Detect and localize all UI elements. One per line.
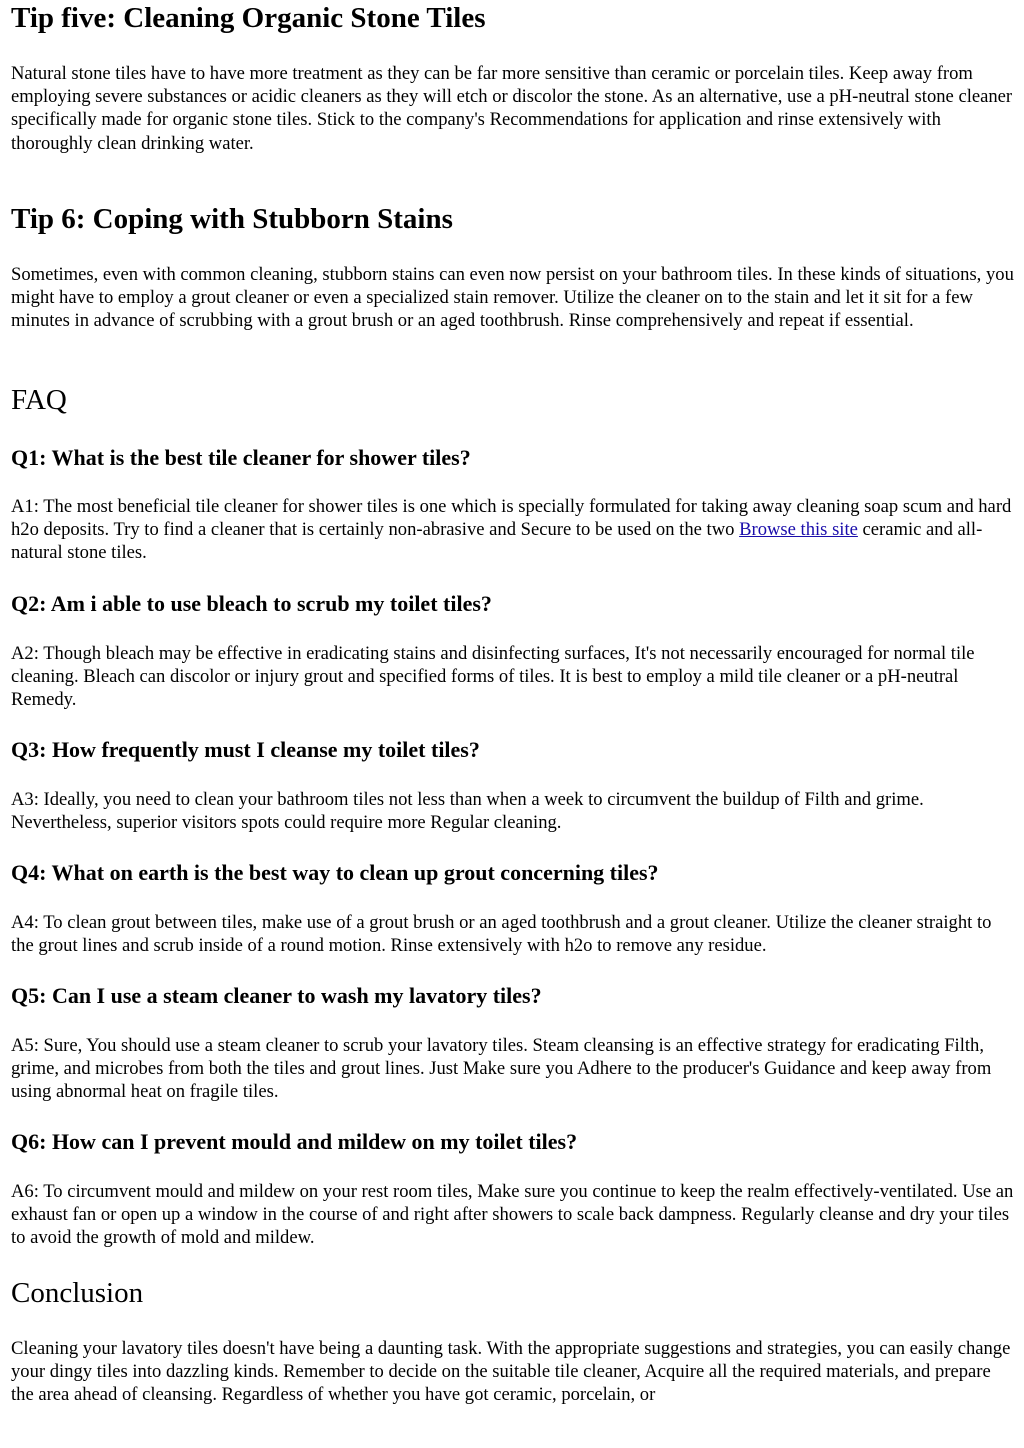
- browse-this-site-link[interactable]: Browse this site: [739, 519, 858, 541]
- faq-q5-answer: A5: Sure, You should use a steam cleaner to scrub your lavatory tiles. Steam cleansing is an effective strategy for eradicating Filth, grime, and microbes from both the tiles and grout lines. Just Make sure you Adhere to the producer's Guidance and keep away from using abnormal heat on fragile tiles.: [11, 1035, 992, 1103]
- faq-q3-question: Q3: How frequently must I cleanse my toilet tiles?: [11, 737, 480, 762]
- faq-q6-answer: A6: To circumvent mould and mildew on your rest room tiles, Make sure you continue to keep the realm effectively-ventilated. Use an exhaust fan or open up a window in the course of and right after showers to scale back dampness. Regularly cleanse and dry your tiles to avoid the growth of mold and mildew.: [11, 1181, 1014, 1249]
- faq-q4-answer: A4: To clean grout between tiles, make use of a grout brush or an aged toothbrush and a grout cleaner. Utilize the cleaner straight to the grout lines and scrub inside of a round motion. Rinse extensively with h2o to remove any residue.: [11, 912, 992, 957]
- faq-q1-answer-start: A1: The most beneficial tile cleaner for shower tiles is one which is specially formulated for taking away cleaning soap scum and hard h2o deposits. Try to find a cleaner that is certainly non-abrasive and Secure to be used on the two: [11, 496, 1012, 541]
- faq-q6-question: Q6: How can I prevent mould and mildew on my toilet tiles?: [11, 1129, 578, 1154]
- tip5-heading: Tip five: Cleaning Organic Stone Tiles: [11, 2, 486, 34]
- tip6-paragraph: Sometimes, even with common cleaning, stubborn stains can even now persist on your bathroom tiles. In these kinds of situations, you might have to employ a grout cleaner or even a specialized stain remover. Utilize the cleaner on to the stain and let it sit for a few minutes in advance of scrubbing with a grout brush or an aged toothbrush. Rinse comprehensively and repeat if essential.: [11, 264, 1014, 332]
- faq-q1-answer-end: ceramic and all-natural stone tiles.: [11, 519, 983, 564]
- faq-q2-question: Q2: Am i able to use bleach to scrub my toilet tiles?: [11, 591, 492, 616]
- faq-heading: FAQ: [11, 384, 67, 416]
- tip5-paragraph: Natural stone tiles have to have more treatment as they can be far more sensitive than ceramic or porcelain tiles. Keep away from employing severe substances or acidic cleaners as they will etch or discolor the stone. As an alternative, use a pH-neutral stone cleaner specifically made for organic stone tiles. Stick to the company's Recommendations for application and rinse extensively with thoroughly clean drinking water.: [11, 63, 1013, 154]
- tip6-heading: Tip 6: Coping with Stubborn Stains: [11, 203, 453, 235]
- faq-q3-answer: A3: Ideally, you need to clean your bathroom tiles not less than when a week to circumvent the buildup of Filth and grime. Nevertheless, superior visitors spots could require more Regular cleaning.: [11, 789, 924, 834]
- faq-q5-question: Q5: Can I use a steam cleaner to wash my lavatory tiles?: [11, 983, 542, 1008]
- conclusion-paragraph: Cleaning your lavatory tiles doesn't have being a daunting task. With the appropriate suggestions and strategies, you can easily change your dingy tiles into dazzling kinds. Remember to decide on the suitable tile cleaner, Acquire all the required materials, and prepare the area ahead of cleansing. Regardless of whether you have got ceramic, porcelain, or: [11, 1338, 1011, 1406]
- faq-q4-question: Q4: What on earth is the best way to clean up grout concerning tiles?: [11, 860, 659, 885]
- conclusion-heading: Conclusion: [11, 1277, 144, 1309]
- faq-q1-question: Q1: What is the best tile cleaner for shower tiles?: [11, 445, 471, 470]
- faq-q2-answer: A2: Though bleach may be effective in eradicating stains and disinfecting surfaces, It's not necessarily encouraged for normal tile cleaning. Bleach can discolor or injury grout and specified forms of tiles. It is best to employ a mild tile cleaner or a pH-neutral Remedy.: [11, 643, 975, 711]
- faq-q1-answer: [11, 495, 1015, 565]
